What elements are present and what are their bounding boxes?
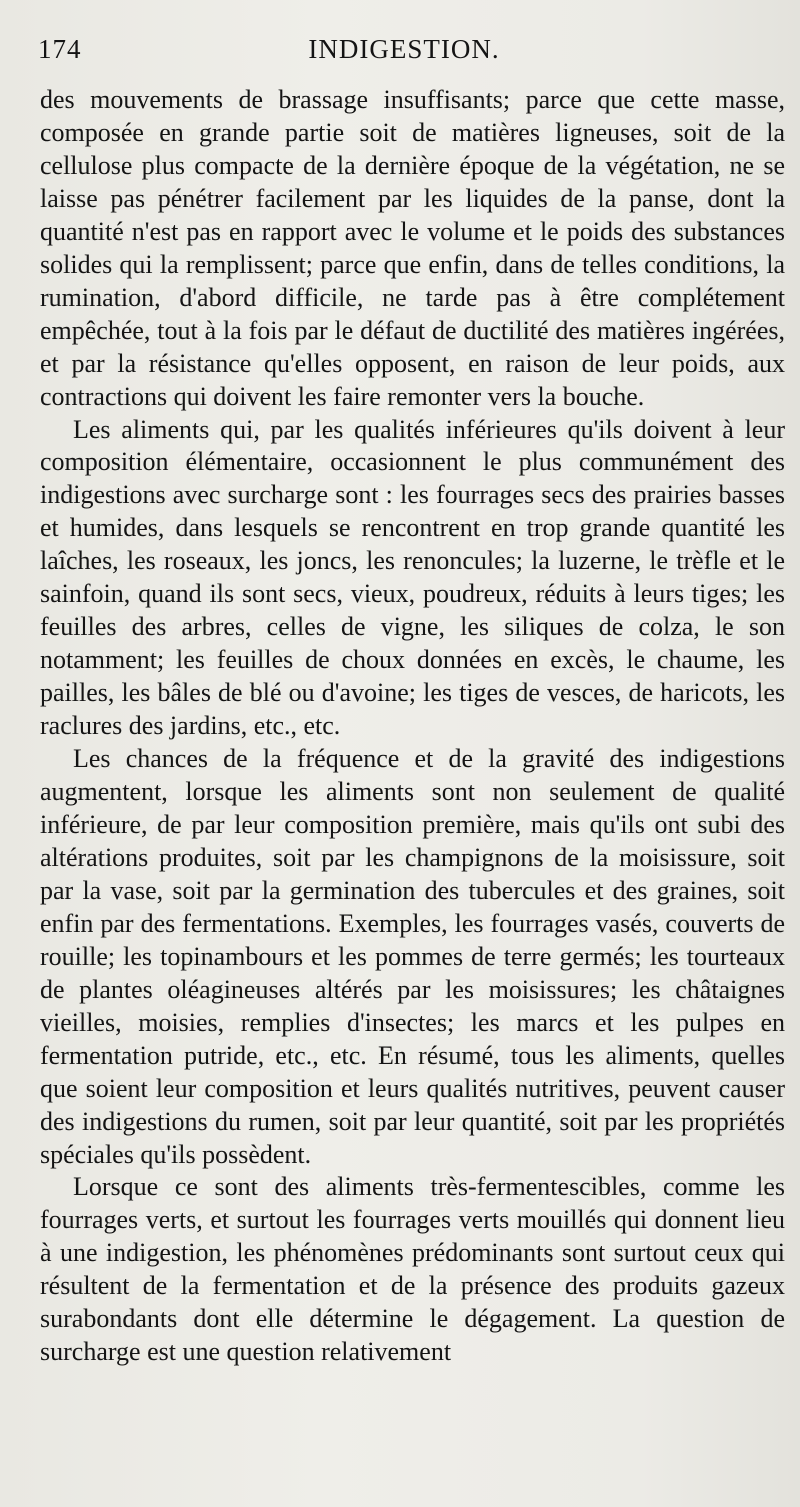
paragraph-aliments: Les aliments qui, par les qualités inférieures qu'ils doivent à leur composition élémentaire, occasionnent le plus communément des indigestions avec surcharge sont : les fourrages secs des prairies basses et humides, dans lesquels se rencontrent en trop grande quantité les laîches, les roseaux, les joncs, les renoncules; la luzerne, le trèfle et le sainfoin, quand ils sont secs, vieux, poudreux, réduits à leurs tiges; les feuilles des arbres, celles de vigne, les siliques de colza, le son notamment; les feuilles de choux données en excès, le chaume, les pailles, les bâles de blé ou d'avoine; les tiges de vesces, de haricots, les raclures des jardins, etc., etc. [40,414,785,741]
paragraph-fermentescibles: Lorsque ce sont des aliments très-fermentescibles, comme les fourrages verts, et surtout les fourrages verts mouillés qui donnent lieu à une indigestion, les phénomènes prédominants sont surtout ceux qui résultent de la fermentation et de la présence des produits gazeux surabondants dont elle détermine le dégagement. La question de surcharge est une question relativement [40,1172,785,1367]
body-text [40,84,785,1369]
page-number: 174 [38,34,82,64]
paragraph-chances: Les chances de la fréquence et de la gravité des indigestions augmentent, lorsque les aliments sont non seulement de qualité inférieure, de par leur composition première, mais qu'ils ont subi des altérations produites, soit par les champignons de la moisissure, soit par la vase, soit par la germination des tubercules et des graines, soit enfin par des fermentations. Exemples, les fourrages vasés, couverts de rouille; les topinambours et les pommes de terre germés; les tourteaux de plantes oléagineuses altérés par les moisissures; les châtaignes vieilles, moisies, remplies d'insectes; les marcs et les pulpes en fermentation putride, etc., etc. En résumé, tous les aliments, quelles que soient leur composition et leurs qualités nutritives, peuvent causer des indigestions du rumen, soit par leur quantité, soit par les propriétés spéciales qu'ils possèdent. [40,744,785,1169]
page-header [38,30,770,70]
running-title: INDIGESTION. [308,34,500,64]
paragraph-continued: des mouvements de brassage insuffisants; parce que cette masse, composée en grande partie soit de matières ligneuses, soit de la cellulose plus compacte de la dernière époque de la végétation, ne se laisse pas pénétrer facilement par les liquides de la panse, dont la quantité n'est pas en rapport avec le volume et le poids des substances solides qui la remplissent; parce que enfin, dans de telles conditions, la rumination, d'abord difficile, ne tarde pas à être complétement empêchée, tout à la fois par le défaut de ductilité des matières ingérées, et par la résistance qu'elles opposent, en raison de leur poids, aux contractions qui doivent les faire remonter vers la bouche. [40,85,785,411]
